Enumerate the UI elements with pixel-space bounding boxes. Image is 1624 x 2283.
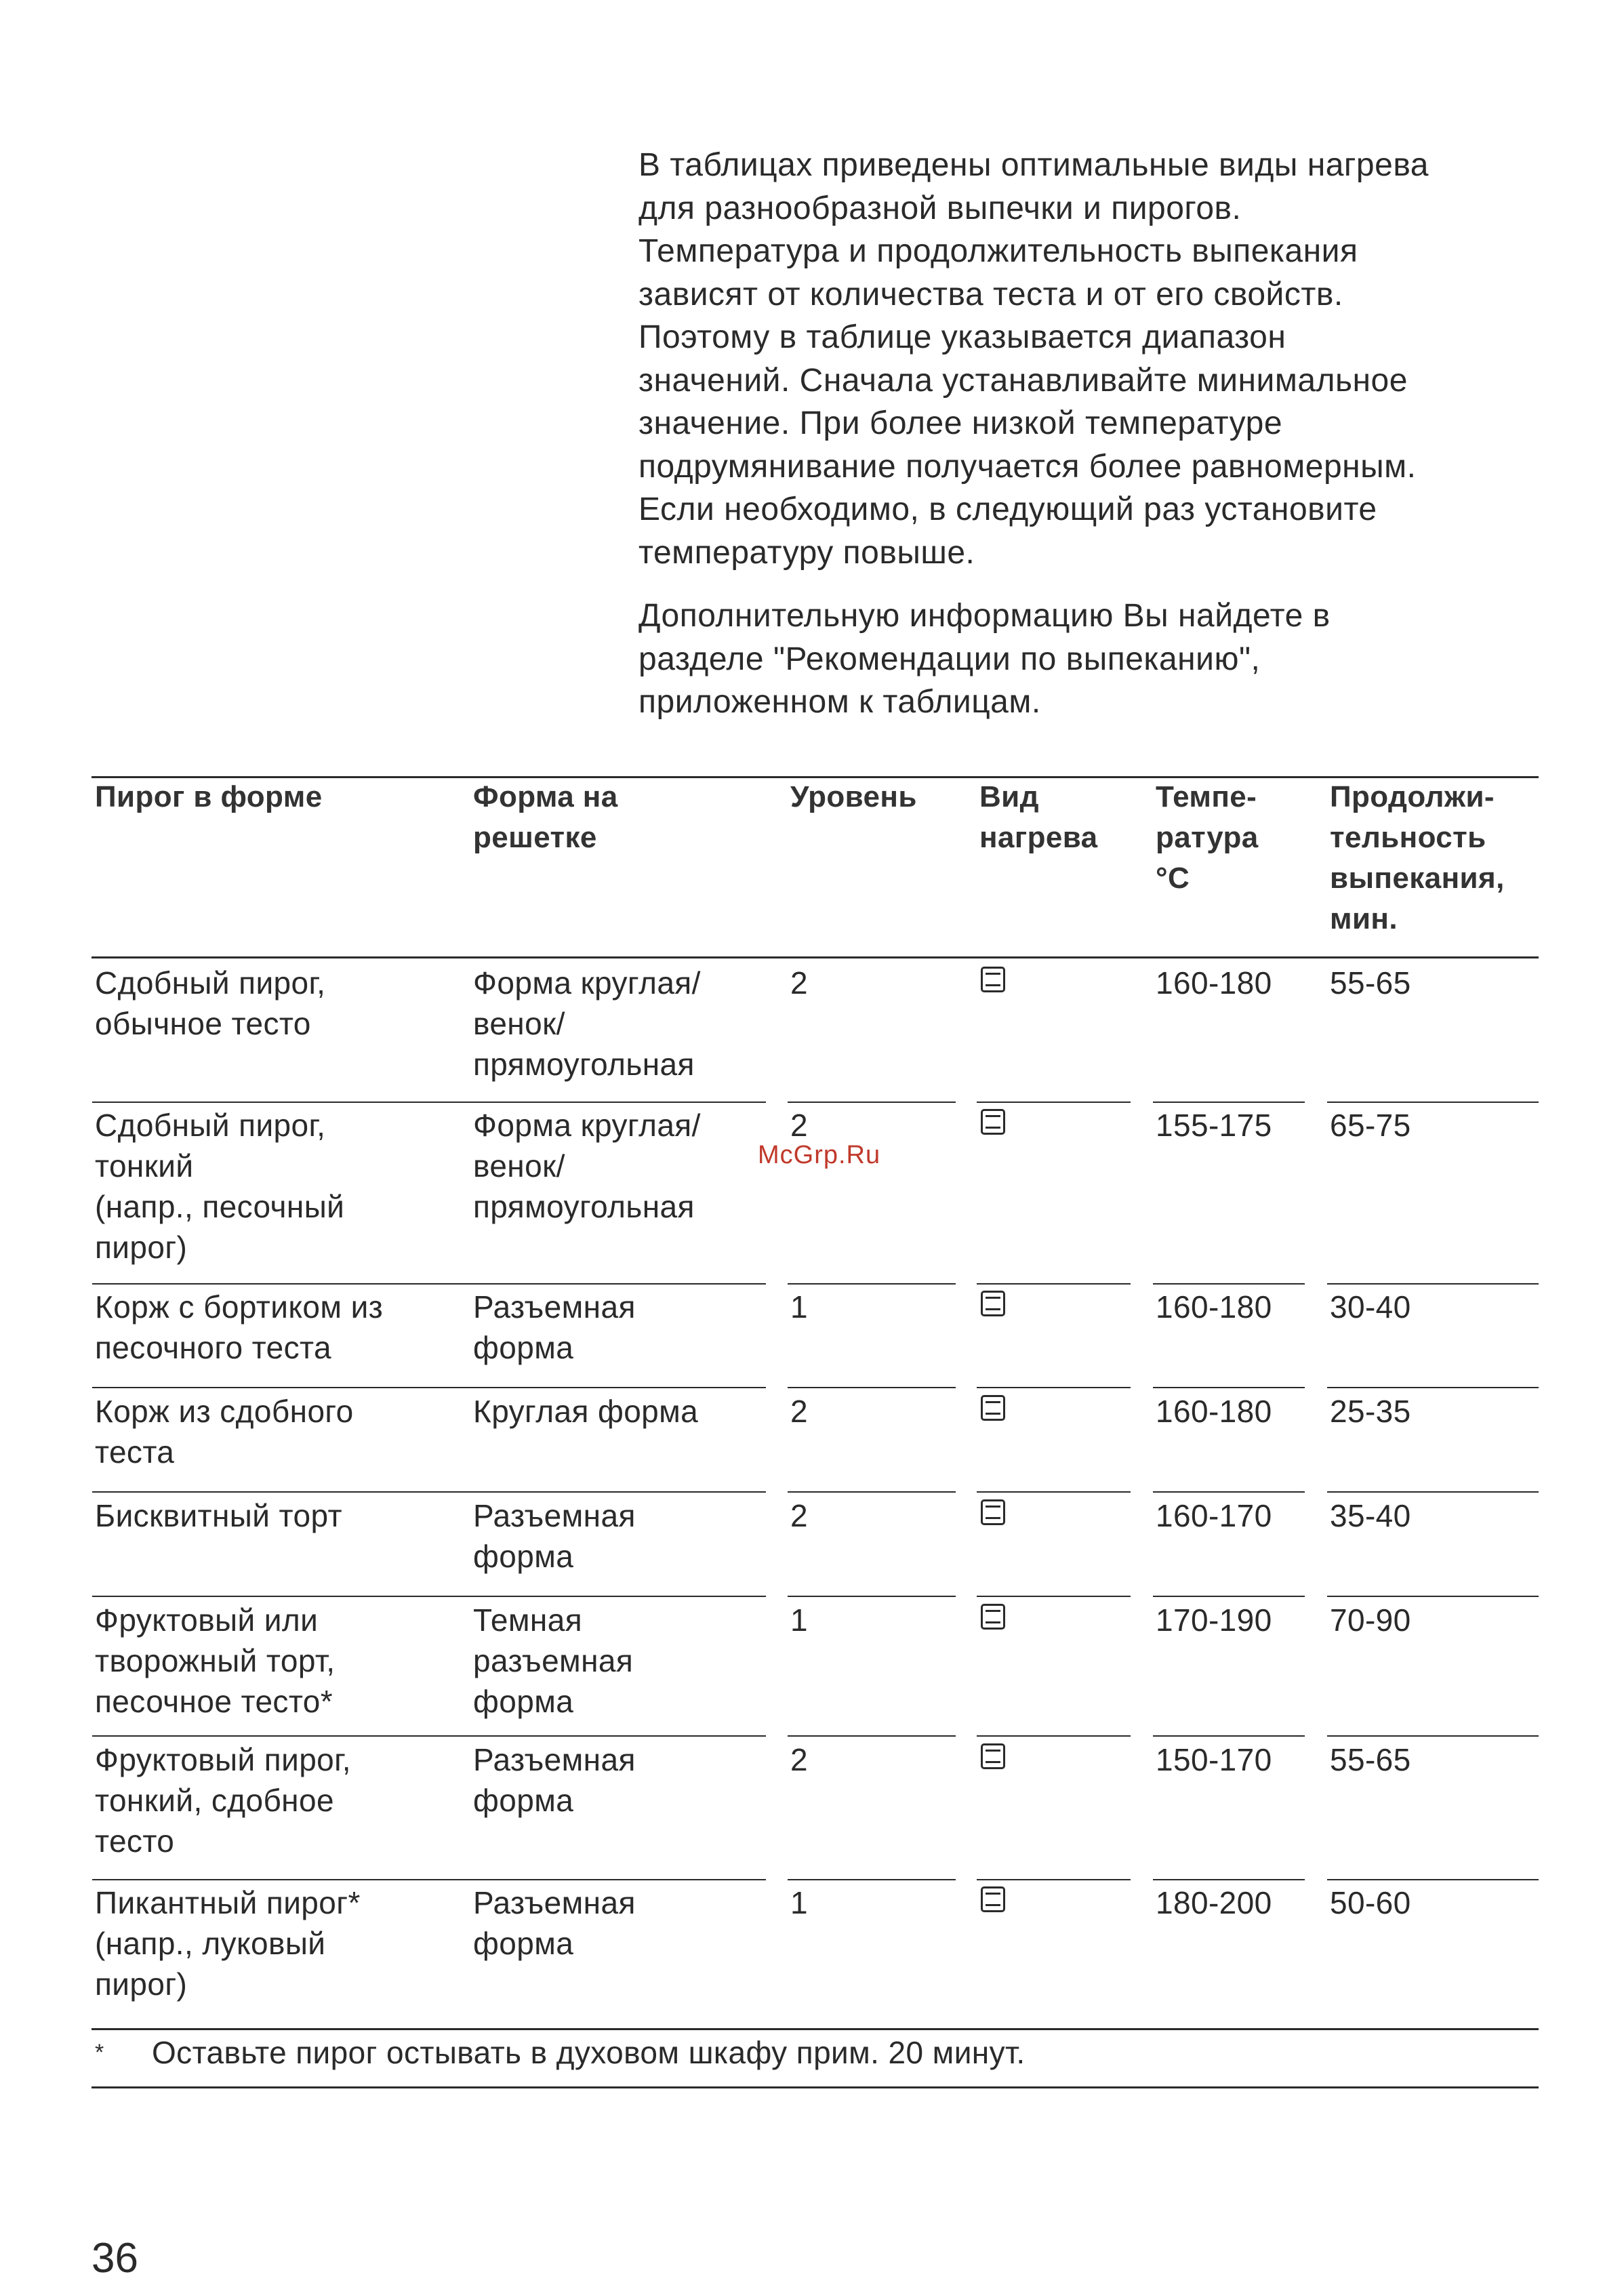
cell-line: пирог) — [95, 1230, 188, 1265]
table-cell-time: 55-65 — [1330, 1742, 1411, 1777]
row-separator — [977, 1491, 1131, 1493]
table-cell-form — [473, 963, 701, 1085]
row-separator — [788, 1491, 956, 1493]
cell-line: Сдобный пирог, — [95, 965, 326, 1001]
row-separator — [470, 1879, 766, 1880]
header-bottom-rule — [92, 956, 1539, 958]
top-bottom-heat-icon — [981, 967, 1005, 992]
cell-line: Уровень — [790, 780, 917, 813]
row-separator — [470, 1735, 766, 1737]
cell-line: песочное тесто* — [95, 1684, 333, 1719]
top-bottom-heat-icon — [981, 1743, 1005, 1769]
cell-line: Темная — [473, 1602, 583, 1638]
table-cell-level: 1 — [790, 1885, 808, 1920]
table-cell-form — [473, 1739, 636, 1821]
cell-line: Разъемная — [473, 1742, 636, 1777]
cell-line: Форма круглая/ — [473, 965, 701, 1001]
cell-line: Фруктовый пирог, — [95, 1742, 351, 1777]
row-separator — [470, 1491, 766, 1493]
intro-line: зависят от количества теста и от его свойств. — [638, 276, 1343, 312]
table-cell-time: 70-90 — [1330, 1602, 1411, 1638]
footnote-marker: * — [95, 2040, 104, 2065]
intro-line: Дополнительную информацию Вы найдете в — [638, 598, 1331, 634]
intro-line: Поэтому в таблице указывается диапазон — [638, 319, 1286, 355]
intro-line: Температура и продолжительность выпекания — [638, 233, 1358, 269]
cell-line: прямоугольная — [473, 1047, 695, 1082]
intro-line: приложенном к таблицам. — [638, 684, 1041, 720]
table-cell-temp: 160-180 — [1156, 965, 1272, 1001]
intro-line: подрумянивание получается более равномерным. — [638, 448, 1417, 485]
table-cell-level: 2 — [790, 1742, 808, 1777]
row-separator — [470, 1283, 766, 1285]
table-cell-form — [473, 1495, 636, 1577]
cell-line: ратура — [1156, 821, 1259, 854]
watermark: McGrp.Ru — [758, 1141, 881, 1169]
table-cell-time: 35-40 — [1330, 1498, 1411, 1533]
row-separator — [1153, 1879, 1305, 1880]
table-cell-temp: 160-180 — [1156, 1394, 1272, 1429]
table-cell-pie — [95, 963, 325, 1044]
top-bottom-heat-icon — [981, 1886, 1005, 1912]
table-cell-time: 30-40 — [1330, 1289, 1411, 1325]
top-bottom-heat-icon — [981, 1291, 1005, 1316]
cell-line: Круглая форма — [473, 1394, 699, 1429]
cell-line: Пикантный пирог* — [95, 1885, 361, 1920]
row-separator — [470, 1596, 766, 1597]
table-cell-pie — [95, 1739, 351, 1861]
top-bottom-heat-icon — [981, 1604, 1005, 1630]
row-separator — [977, 1283, 1131, 1285]
cell-line: (напр., песочный — [95, 1189, 345, 1224]
cell-line: Форма круглая/ — [473, 1108, 701, 1143]
footnote — [95, 2032, 1026, 2073]
cell-line: пирог) — [95, 1966, 188, 2002]
row-separator — [1153, 1387, 1305, 1388]
footnote-text: Оставьте пирог остывать в духовом шкафу прим. 20 минут. — [152, 2035, 1026, 2070]
header-pie — [95, 777, 323, 817]
row-separator — [1327, 1387, 1539, 1388]
row-separator — [1153, 1735, 1305, 1737]
cell-line: песочного теста — [95, 1330, 331, 1365]
cell-line: прямоугольная — [473, 1189, 695, 1224]
table-cell-form — [473, 1287, 636, 1368]
cell-line: форма — [473, 1330, 574, 1365]
cell-line: венок/ — [473, 1006, 565, 1041]
row-separator — [1327, 1735, 1539, 1737]
table-cell-pie — [95, 1600, 335, 1722]
cell-line: обычное тесто — [95, 1006, 311, 1041]
table-cell-form — [473, 1391, 698, 1432]
cell-line: Пирог в форме — [95, 780, 323, 813]
table-bottom-rule — [92, 2028, 1539, 2030]
cell-line: °C — [1156, 862, 1190, 895]
cell-line: тонкий — [95, 1148, 194, 1184]
table-cell-pie — [95, 1105, 344, 1268]
table-cell-time: 55-65 — [1330, 965, 1411, 1001]
table-cell-temp: 160-170 — [1156, 1498, 1272, 1533]
cell-line: Продолжи- — [1330, 780, 1495, 813]
intro-line: для разнообразной выпечки и пирогов. — [638, 190, 1242, 226]
row-separator — [1153, 1283, 1305, 1285]
top-bottom-heat-icon — [981, 1499, 1005, 1525]
row-separator — [788, 1879, 956, 1880]
row-separator — [977, 1735, 1131, 1737]
header-level — [790, 777, 917, 817]
page-number: 36 — [92, 2235, 138, 2282]
table-cell-form — [473, 1105, 701, 1227]
table-cell-level: 2 — [790, 1108, 808, 1143]
table-cell-pie — [95, 1882, 361, 2004]
cell-line: венок/ — [473, 1148, 565, 1184]
cell-line: Сдобный пирог, — [95, 1108, 326, 1143]
table-cell-time: 25-35 — [1330, 1394, 1411, 1429]
table-cell-form — [473, 1882, 636, 1964]
cell-line: Форма на — [473, 780, 618, 813]
row-separator — [977, 1102, 1131, 1103]
table-cell-pie — [95, 1391, 354, 1472]
cell-line: Корж с бортиком из — [95, 1289, 384, 1325]
cell-line: Фруктовый или — [95, 1602, 319, 1638]
intro-line: разделе "Рекомендации по выпеканию", — [638, 641, 1261, 677]
row-separator — [1327, 1283, 1539, 1285]
cell-line: теста — [95, 1434, 175, 1470]
cell-line: форма — [473, 1539, 574, 1574]
row-separator — [1153, 1102, 1305, 1103]
cell-line: Разъемная — [473, 1498, 636, 1533]
table-cell-level: 2 — [790, 1394, 808, 1429]
row-separator — [1327, 1596, 1539, 1597]
table-cell-time: 65-75 — [1330, 1108, 1411, 1143]
row-separator — [470, 1102, 766, 1103]
table-cell-form — [473, 1600, 633, 1722]
cell-line: Вид — [979, 780, 1039, 813]
cell-line: тельность — [1330, 821, 1486, 854]
cell-line: форма — [473, 1684, 574, 1719]
header-form — [473, 777, 618, 858]
cell-line: решетке — [473, 821, 597, 854]
table-cell-temp: 155-175 — [1156, 1108, 1272, 1143]
row-separator — [788, 1283, 956, 1285]
cell-line: выпекания, — [1330, 862, 1505, 895]
cell-line: тесто — [95, 1823, 175, 1859]
header-time — [1330, 777, 1505, 940]
intro-line: В таблицах приведены оптимальные виды нагрева — [638, 147, 1429, 183]
row-separator — [470, 1387, 766, 1388]
table-cell-temp: 160-180 — [1156, 1289, 1272, 1325]
cell-line: Бисквитный торт — [95, 1498, 342, 1533]
row-separator — [788, 1387, 956, 1388]
header-heat — [979, 777, 1097, 858]
row-separator — [788, 1102, 956, 1103]
footnote-bottom-rule — [92, 2086, 1539, 2088]
top-bottom-heat-icon — [981, 1395, 1005, 1421]
table-cell-level: 2 — [790, 965, 808, 1001]
table-cell-level: 1 — [790, 1602, 808, 1638]
cell-line: форма — [473, 1926, 574, 1961]
intro-line: значение. При более низкой температуре — [638, 405, 1283, 441]
row-separator — [788, 1735, 956, 1737]
table-cell-temp: 180-200 — [1156, 1885, 1272, 1920]
table-cell-temp: 170-190 — [1156, 1602, 1272, 1638]
row-separator — [977, 1596, 1131, 1597]
table-cell-level: 2 — [790, 1498, 808, 1533]
intro-paragraph-1 — [638, 144, 1547, 574]
table-cell-temp: 150-170 — [1156, 1742, 1272, 1777]
cell-line: тонкий, сдобное — [95, 1783, 334, 1818]
intro-line: значений. Сначала устанавливайте минимальное — [638, 362, 1408, 399]
intro-line: температуру повыше. — [638, 534, 975, 571]
cell-line: форма — [473, 1783, 574, 1818]
cell-line: нагрева — [979, 821, 1098, 854]
row-separator — [1327, 1879, 1539, 1880]
intro-paragraph-2 — [638, 594, 1547, 724]
cell-line: Разъемная — [473, 1885, 636, 1920]
table-cell-pie — [95, 1495, 342, 1536]
row-separator — [1327, 1491, 1539, 1493]
header-temp — [1156, 777, 1259, 899]
row-separator — [1327, 1102, 1539, 1103]
row-separator — [977, 1387, 1131, 1388]
cell-line: Разъемная — [473, 1289, 636, 1325]
table-cell-pie — [95, 1287, 383, 1368]
intro-line: Если необходимо, в следующий раз установите — [638, 491, 1377, 527]
row-separator — [1153, 1491, 1305, 1493]
row-separator — [977, 1879, 1131, 1880]
table-cell-time: 50-60 — [1330, 1885, 1411, 1920]
row-separator — [1153, 1596, 1305, 1597]
cell-line: Корж из сдобного — [95, 1394, 354, 1429]
cell-line: Темпе- — [1156, 780, 1257, 813]
cell-line: творожный торт, — [95, 1643, 336, 1678]
cell-line: мин. — [1330, 902, 1398, 935]
top-bottom-heat-icon — [981, 1109, 1005, 1135]
row-separator — [788, 1596, 956, 1597]
cell-line: разъемная — [473, 1643, 634, 1678]
intro-text — [638, 144, 1547, 724]
table-cell-level: 1 — [790, 1289, 808, 1325]
cell-line: (напр., луковый — [95, 1926, 326, 1961]
